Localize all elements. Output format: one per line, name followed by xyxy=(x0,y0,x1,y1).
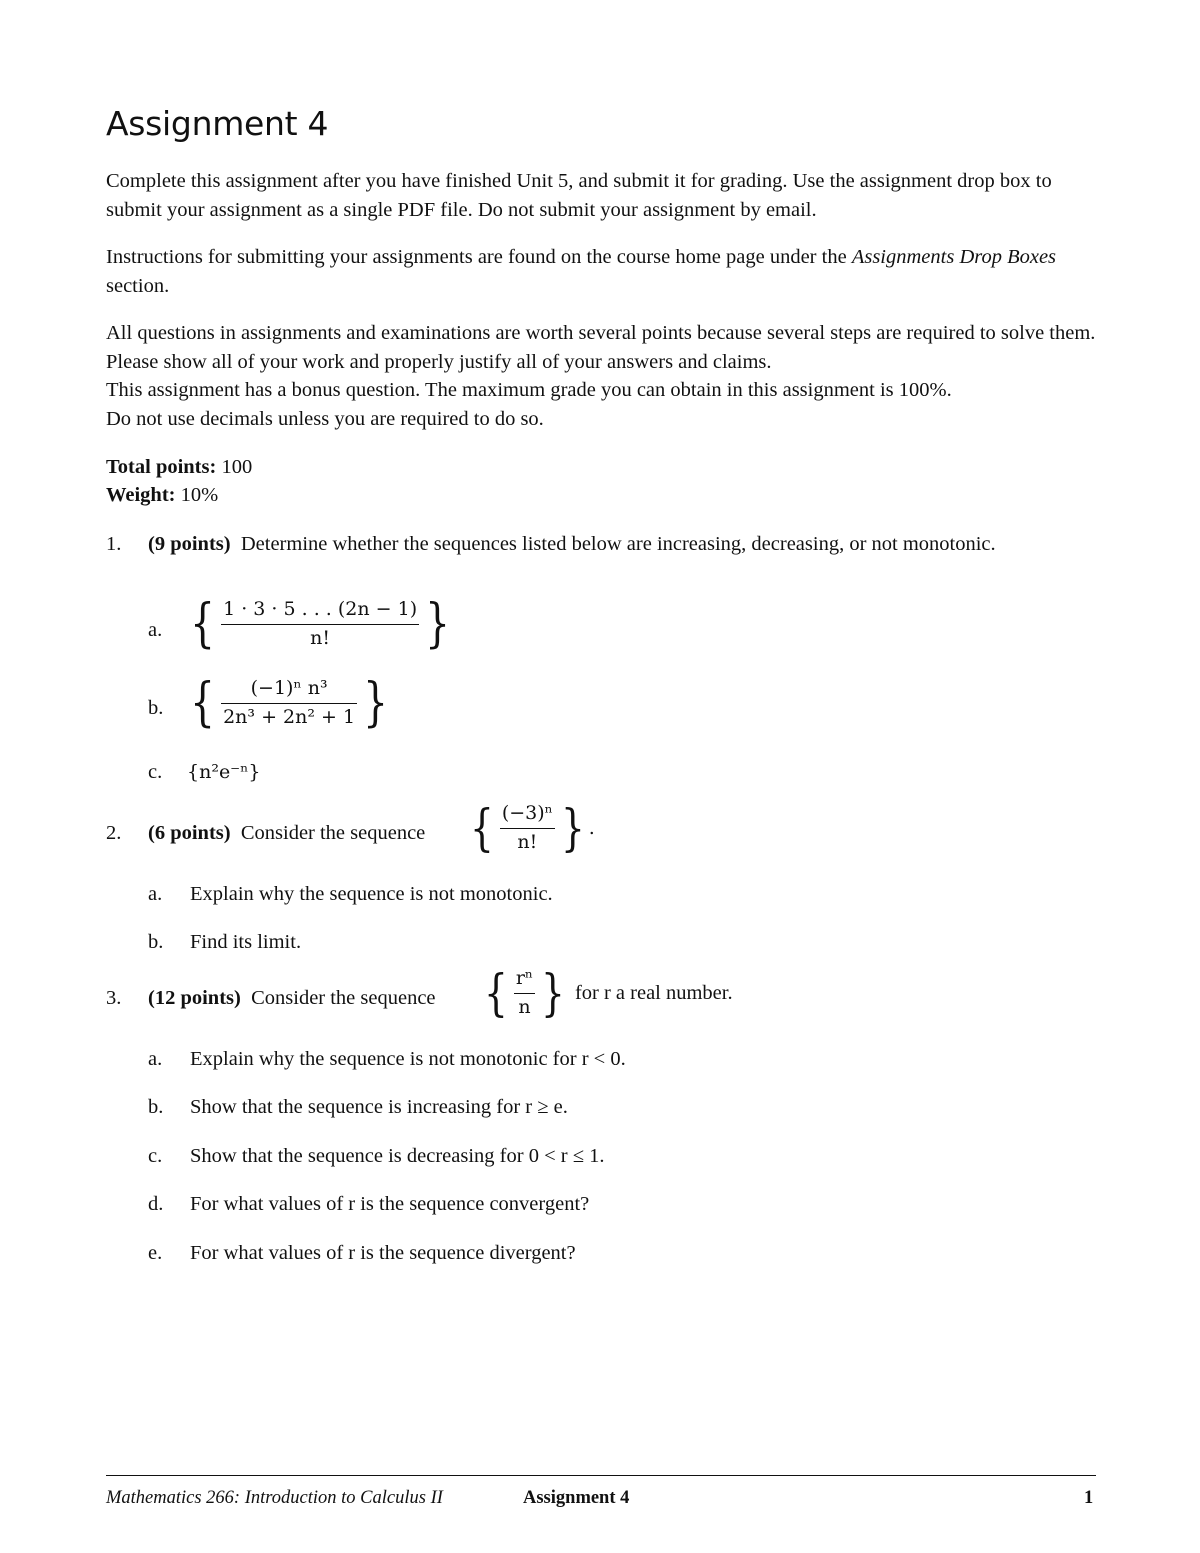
q3-part-b-label: b. xyxy=(148,1096,164,1118)
footer-assignment-name: Assignment 4 xyxy=(523,1488,630,1508)
question-1-number: 1. xyxy=(106,533,122,555)
numerator: rⁿ xyxy=(515,967,534,989)
intro-p3-line3: Do not use decimals unless you are required to do so. xyxy=(106,407,544,430)
q1-part-c-label: c. xyxy=(148,761,163,783)
total-points xyxy=(106,453,252,482)
q2-part-b-label: b. xyxy=(148,931,164,953)
q1-part-c-expression: {n²e⁻ⁿ} xyxy=(187,761,261,783)
intro-paragraph-3 xyxy=(106,319,1106,433)
right-brace: } xyxy=(363,673,389,733)
q3-part-a-label: a. xyxy=(148,1048,163,1070)
fraction xyxy=(514,968,535,1019)
weight xyxy=(106,481,218,510)
question-3-expression xyxy=(480,964,733,1023)
numerator: 1 · 3 · 5 . . . (2n − 1) xyxy=(223,597,418,620)
question-2-text xyxy=(148,819,1048,848)
denominator: n xyxy=(518,995,531,1018)
question-2-trail: . xyxy=(588,817,595,840)
q3-part-a-text: Explain why the sequence is not monotonic for r < 0. xyxy=(190,1048,626,1070)
question-3-points: (12 points) xyxy=(148,987,241,1009)
denominator: 2n³ + 2n² + 1 xyxy=(223,705,356,728)
right-brace: } xyxy=(560,799,585,858)
question-3-number: 3. xyxy=(106,987,122,1009)
intro-paragraph-1: Complete this assignment after you have finished Unit 5, and submit it for grading. Use the assignment drop box to submit your assignment as a single PDF file. Do not submit your assignment by email. xyxy=(106,170,1052,221)
q1-part-a-expression xyxy=(186,594,454,654)
fraction xyxy=(221,599,419,650)
intro-paragraph-2 xyxy=(106,243,1106,300)
left-brace: { xyxy=(469,799,494,858)
question-1-prompt: Determine whether the sequences listed below are increasing, decreasing, or not monotonic. xyxy=(240,533,996,555)
denominator: n! xyxy=(517,830,538,853)
question-1-points: (9 points) xyxy=(148,533,231,555)
weight-value: 10% xyxy=(180,484,219,506)
q1-part-a-label: a. xyxy=(148,619,163,641)
footer-course-title: Mathematics 266: Introduction to Calculus II xyxy=(106,1488,443,1508)
question-2-expression xyxy=(466,799,595,858)
question-3-prompt: Consider the sequence xyxy=(251,987,436,1009)
q3-part-b-text: Show that the sequence is increasing for r ≥ e. xyxy=(190,1096,568,1118)
question-2-prompt: Consider the sequence xyxy=(240,822,426,844)
left-brace: { xyxy=(483,964,508,1023)
q2-part-b-text: Find its limit. xyxy=(190,931,302,953)
q3-part-c-text: Show that the sequence is decreasing for 0 < r ≤ 1. xyxy=(190,1145,605,1167)
right-brace: } xyxy=(541,964,565,1023)
question-1-text xyxy=(148,530,1048,559)
numerator: (−1)ⁿ n³ xyxy=(250,676,328,699)
intro-p3-line1: All questions in assignments and examinations are worth several points because several steps are required to solve them. Please show all of your work and properly justify all of your answers and claims. xyxy=(106,322,1096,373)
q1-part-b-label: b. xyxy=(148,697,164,719)
question-2-points: (6 points) xyxy=(148,822,231,844)
question-3-trail: for r a real number. xyxy=(574,981,733,1004)
drop-boxes-section-name: Assignments Drop Boxes xyxy=(851,246,1057,268)
right-brace: } xyxy=(425,594,451,654)
intro-p2-end: section. xyxy=(106,274,170,297)
left-brace: { xyxy=(190,594,215,654)
page-title: Assignment 4 xyxy=(106,104,329,143)
fraction xyxy=(221,678,357,729)
q2-part-a-label: a. xyxy=(148,883,163,905)
denominator: n! xyxy=(310,626,331,649)
fraction xyxy=(500,803,555,854)
q3-part-d-label: d. xyxy=(148,1193,164,1215)
intro-p3-line2: This assignment has a bonus question. The maximum grade you can obtain in this assignment is 100%. xyxy=(106,379,952,402)
numerator: (−3)ⁿ xyxy=(501,802,553,824)
weight-label: Weight: xyxy=(106,484,176,506)
q3-part-e-label: e. xyxy=(148,1242,163,1264)
intro-p2-start: Instructions for submitting your assignments are found on the course home page under the xyxy=(106,246,852,268)
total-points-value: 100 xyxy=(221,456,253,478)
total-points-label: Total points: xyxy=(106,456,217,478)
q3-part-c-label: c. xyxy=(148,1145,163,1167)
footer-rule xyxy=(106,1475,1096,1476)
question-2-number: 2. xyxy=(106,822,122,844)
left-brace: { xyxy=(190,673,215,733)
q3-part-d-text: For what values of r is the sequence convergent? xyxy=(190,1193,590,1215)
q1-part-b-expression xyxy=(186,673,392,733)
footer-page-number: 1 xyxy=(1084,1488,1094,1508)
q2-part-a-text: Explain why the sequence is not monotonic. xyxy=(190,883,553,905)
q3-part-e-text: For what values of r is the sequence divergent? xyxy=(190,1242,576,1264)
